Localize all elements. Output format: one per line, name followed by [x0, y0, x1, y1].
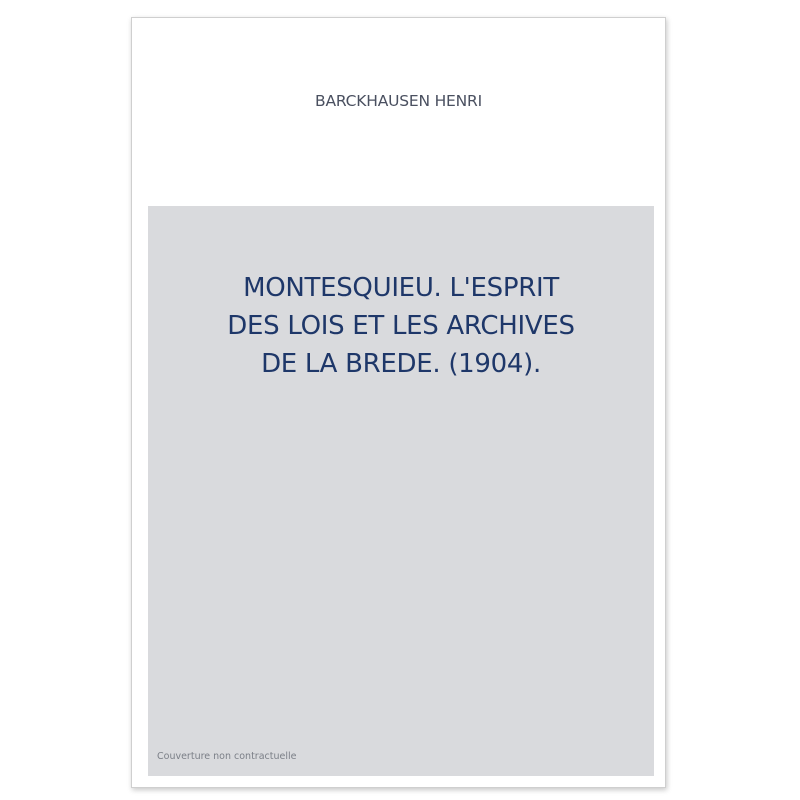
title-panel	[148, 206, 654, 776]
cover-disclaimer: Couverture non contractuelle	[157, 751, 297, 762]
author-name: BARCKHAUSEN HENRI	[315, 92, 482, 110]
book-cover	[131, 17, 666, 788]
book-title: MONTESQUIEU. L'ESPRIT DES LOIS ET LES ARCHIVES DE LA BREDE. (1904).	[227, 273, 575, 379]
